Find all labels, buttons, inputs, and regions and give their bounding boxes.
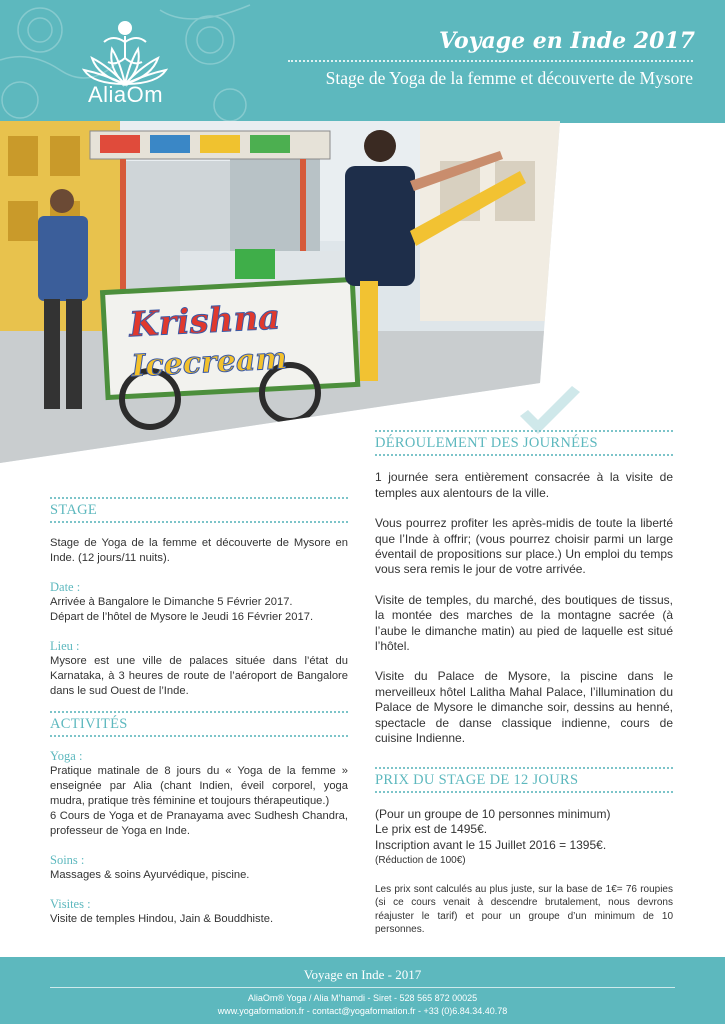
footer-divider bbox=[50, 987, 675, 988]
prix-early-bird: Inscription avant le 15 Juillet 2016 = 1395€. bbox=[375, 837, 607, 852]
title-divider bbox=[288, 60, 693, 62]
yoga-text: Pratique matinale de 8 jours du « Yoga de la femme » enseignée par Alia (chant Indien, éveil corporel, yoga mudra, pratique très féminine et toujours thérapeutique.) bbox=[50, 765, 348, 807]
prix-group-min: (Pour un groupe de 10 personnes minimum) bbox=[375, 806, 611, 821]
prix-price: Le prix est de 1495€. bbox=[375, 822, 488, 837]
prix-note: Les prix sont calculés au plus juste, sur la base de 1€= 76 roupies (si ce cours venait à descendre brutalement, nous devrons réajuster le tarif) et pour un groupe d’un minimum de 10 personnes. bbox=[375, 883, 673, 936]
deroulement-p4: Visite du Palace de Mysore, la piscine dans le merveilleux hôtel Lalitha Mahal Palace, l’illumination du Palace de Mysore le dimanche soir, dessins au henné, spectacle de danse classique indienne, cours de cuisine Indienne. bbox=[375, 669, 673, 746]
footer-title: Voyage en Inde - 2017 bbox=[303, 967, 422, 982]
date-line-departure: Départ de l’hôtel de Mysore le Jeudi 16 Février 2017. bbox=[50, 611, 314, 623]
lieu-label: Lieu : bbox=[50, 639, 80, 653]
page-title: Voyage en Inde 2017 bbox=[438, 28, 695, 54]
street-scene-image bbox=[0, 121, 560, 463]
yoga-text-pranayama: 6 Cours de Yoga et de Pranayama avec Sudhesh Chandra, professeur de Yoga en Inde. bbox=[50, 810, 348, 837]
yoga-label: Yoga : bbox=[50, 749, 83, 763]
date-line-arrival: Arrivée à Bangalore le Dimanche 5 Février 2017. bbox=[50, 596, 293, 608]
sign-text-line2: Icecream bbox=[130, 341, 288, 385]
date-label: Date : bbox=[50, 580, 81, 594]
deroulement-p3: Visite de temples, du marché, des boutiques de tissus, la montée des marches de la montagne sacrée (à l’aube le dimanche matin) au pied de laquelle est situé l’hôtel. bbox=[375, 592, 673, 654]
right-column bbox=[375, 430, 673, 937]
header-band bbox=[0, 0, 725, 123]
footer-band bbox=[0, 957, 725, 1024]
decorative-check-icon bbox=[520, 386, 580, 436]
section-heading-deroulement: DÉROULEMENT DES JOURNÉES bbox=[375, 430, 673, 456]
soins-label: Soins : bbox=[50, 853, 85, 867]
visites-text: Visite de temples Hindou, Jain & Bouddhiste. bbox=[50, 913, 274, 925]
hero-photo bbox=[0, 121, 560, 463]
left-column bbox=[50, 497, 348, 927]
stage-intro: Stage de Yoga de la femme et découverte de Mysore en Inde. (12 jours/11 nuits). bbox=[50, 537, 348, 564]
deroulement-p1: 1 journée sera entièrement consacrée à la visite de temples aux alentours de la ville. bbox=[375, 470, 673, 500]
footer-company-info: AliaOm® Yoga / Alia M’hamdi - Siret - 528 565 872 00025 bbox=[247, 993, 478, 1003]
footer-contact-links[interactable]: www.yogaformation.fr - contact@yogaformation.fr - +33 (0)6.84.34.40.78 bbox=[217, 1006, 508, 1016]
sign-text-line1: Krishna bbox=[128, 297, 282, 346]
lieu-text: Mysore est une ville de palaces située dans l’état du Karnataka, à 3 heures de route de l’aéroport de Bangalore dans le sud Ouest de l’Inde. bbox=[50, 655, 348, 697]
section-heading-prix: PRIX DU STAGE DE 12 JOURS bbox=[375, 767, 673, 793]
brand-name: AliaOm bbox=[87, 82, 164, 107]
page-subtitle: Stage de Yoga de la femme et découverte de Mysore bbox=[325, 68, 693, 88]
section-heading-activites: ACTIVITÉS bbox=[50, 711, 348, 737]
soins-text: Massages & soins Ayurvédique, piscine. bbox=[50, 869, 250, 881]
deroulement-p2: Vous pourrez profiter les après-midis de toute la liberté que l’Inde à offrir; (vous pourrez choisir parmi un large éventail de propositions sur place.) Un emploi du temps vous sera remis le jour de votre arrivée. bbox=[375, 516, 673, 577]
section-heading-stage: STAGE bbox=[50, 497, 348, 523]
visites-label: Visites : bbox=[50, 897, 91, 911]
prix-reduction: (Réduction de 100€) bbox=[375, 855, 466, 867]
